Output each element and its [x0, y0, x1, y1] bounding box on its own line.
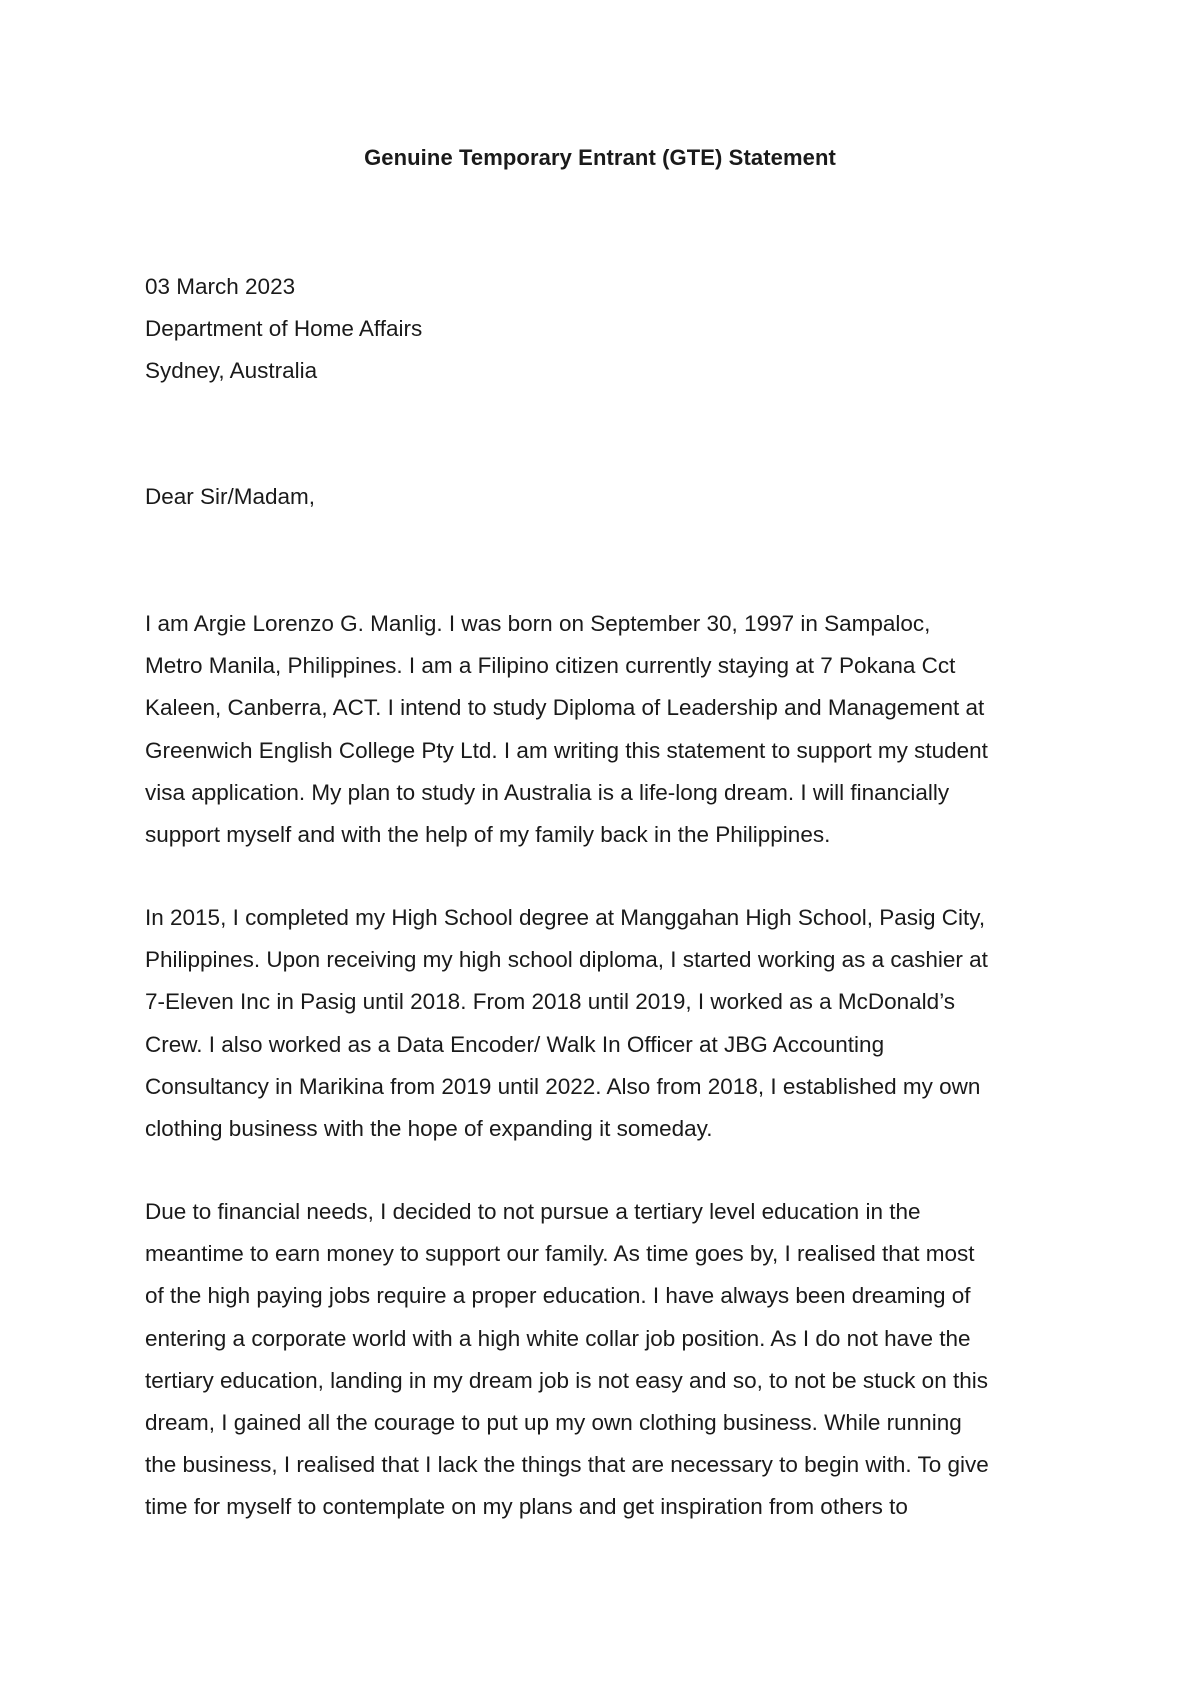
paragraph-line: meantime to earn money to support our family. As time goes by, I realised that most — [145, 1241, 975, 1267]
address-block — [145, 266, 1075, 393]
letter-date: 03 March 2023 — [145, 274, 296, 299]
paragraph-line: Metro Manila, Philippines. I am a Filipino citizen currently staying at 7 Pokana Cct — [145, 653, 956, 679]
paragraph-line: In 2015, I completed my High School degree at Manggahan High School, Pasig City, — [145, 905, 986, 930]
paragraph-line: visa application. My plan to study in Australia is a life-long dream. I will financially — [145, 779, 950, 805]
paragraph-line: Consultancy in Marikina from 2019 until 2022. Also from 2018, I established my own — [145, 1073, 981, 1099]
paragraph-line: tertiary education, landing in my dream job is not easy and so, to not be stuck on this — [145, 1367, 988, 1393]
paragraph-line: the business, I realised that I lack the things that are necessary to begin with. To give — [145, 1452, 989, 1478]
paragraph-line: entering a corporate world with a high white collar job position. As I do not have the — [145, 1325, 971, 1351]
document-title: Genuine Temporary Entrant (GTE) Statement — [364, 145, 836, 170]
paragraph-line: Due to financial needs, I decided to not pursue a tertiary level education in the — [145, 1199, 921, 1224]
paragraph-line: dream, I gained all the courage to put up my own clothing business. While running — [145, 1410, 962, 1436]
paragraph-line: support myself and with the help of my family back in the Philippines. — [145, 822, 831, 848]
paragraph-line: Crew. I also worked as a Data Encoder/ Walk In Officer at JBG Accounting — [145, 1031, 885, 1057]
paragraph-motivation — [145, 1191, 1075, 1529]
paragraph-line: Kaleen, Canberra, ACT. I intend to study Diploma of Leadership and Management at — [145, 695, 985, 721]
paragraph-line: of the high paying jobs require a proper education. I have always been dreaming of — [145, 1283, 971, 1309]
paragraph-line: Greenwich English College Pty Ltd. I am writing this statement to support my student — [145, 737, 988, 763]
paragraph-line: I am Argie Lorenzo G. Manlig. I was born on September 30, 1997 in Sampaloc, — [145, 611, 931, 636]
paragraph-line: time for myself to contemplate on my plans and get inspiration from others to — [145, 1494, 908, 1520]
paragraph-line: Philippines. Upon receiving my high school diploma, I started working as a cashier at — [145, 947, 988, 973]
paragraph-line: 7-Eleven Inc in Pasig until 2018. From 2018 until 2019, I worked as a McDonald’s — [145, 989, 956, 1015]
recipient-location: Sydney, Australia — [145, 358, 318, 384]
paragraph-education-employment — [145, 897, 1075, 1150]
salutation: Dear Sir/Madam, — [145, 484, 316, 509]
paragraph-personal-background — [145, 603, 1075, 856]
paragraph-line: clothing business with the hope of expanding it someday. — [145, 1116, 713, 1142]
recipient-name: Department of Home Affairs — [145, 316, 423, 342]
